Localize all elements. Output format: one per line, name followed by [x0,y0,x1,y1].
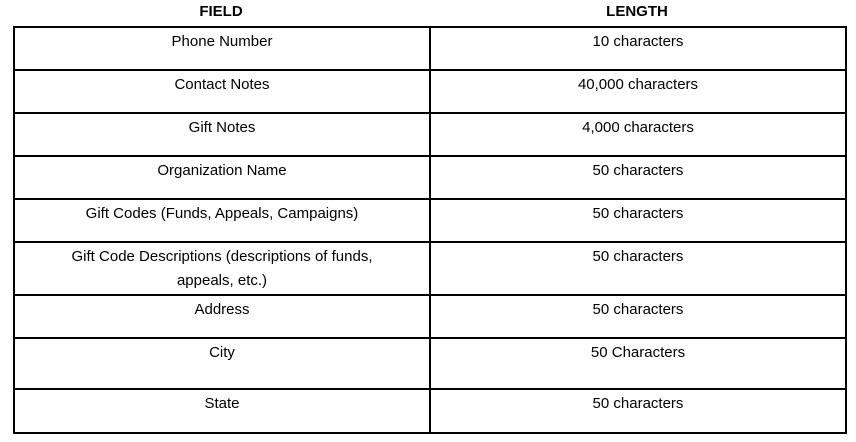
table-row [14,389,846,433]
length-cell: 50 characters [430,242,846,295]
field-cell: State [14,389,430,433]
table-row [14,27,846,70]
field-cell: City [14,338,430,389]
table-row [14,295,846,338]
table-row [14,113,846,156]
length-cell: 40,000 characters [430,70,846,113]
field-cell: Gift Notes [14,113,430,156]
column-header-length: LENGTH [606,3,668,20]
length-cell: 10 characters [430,27,846,70]
table-row [14,338,846,389]
length-cell: 4,000 characters [430,113,846,156]
field-length-table [13,26,847,434]
length-cell: 50 characters [430,389,846,433]
field-cell: Address [14,295,430,338]
table-row [14,242,846,295]
field-cell: Phone Number [14,27,430,70]
length-cell: 50 Characters [430,338,846,389]
length-cell: 50 characters [430,295,846,338]
length-cell: 50 characters [430,199,846,242]
table-row [14,199,846,242]
field-cell: Contact Notes [14,70,430,113]
field-cell: Organization Name [14,156,430,199]
table-row [14,70,846,113]
column-header-field: FIELD [199,3,243,20]
length-cell: 50 characters [430,156,846,199]
table-row [14,156,846,199]
field-cell: Gift Codes (Funds, Appeals, Campaigns) [14,199,430,242]
field-cell: Gift Code Descriptions (descriptions of funds, appeals, etc.) [14,242,430,295]
